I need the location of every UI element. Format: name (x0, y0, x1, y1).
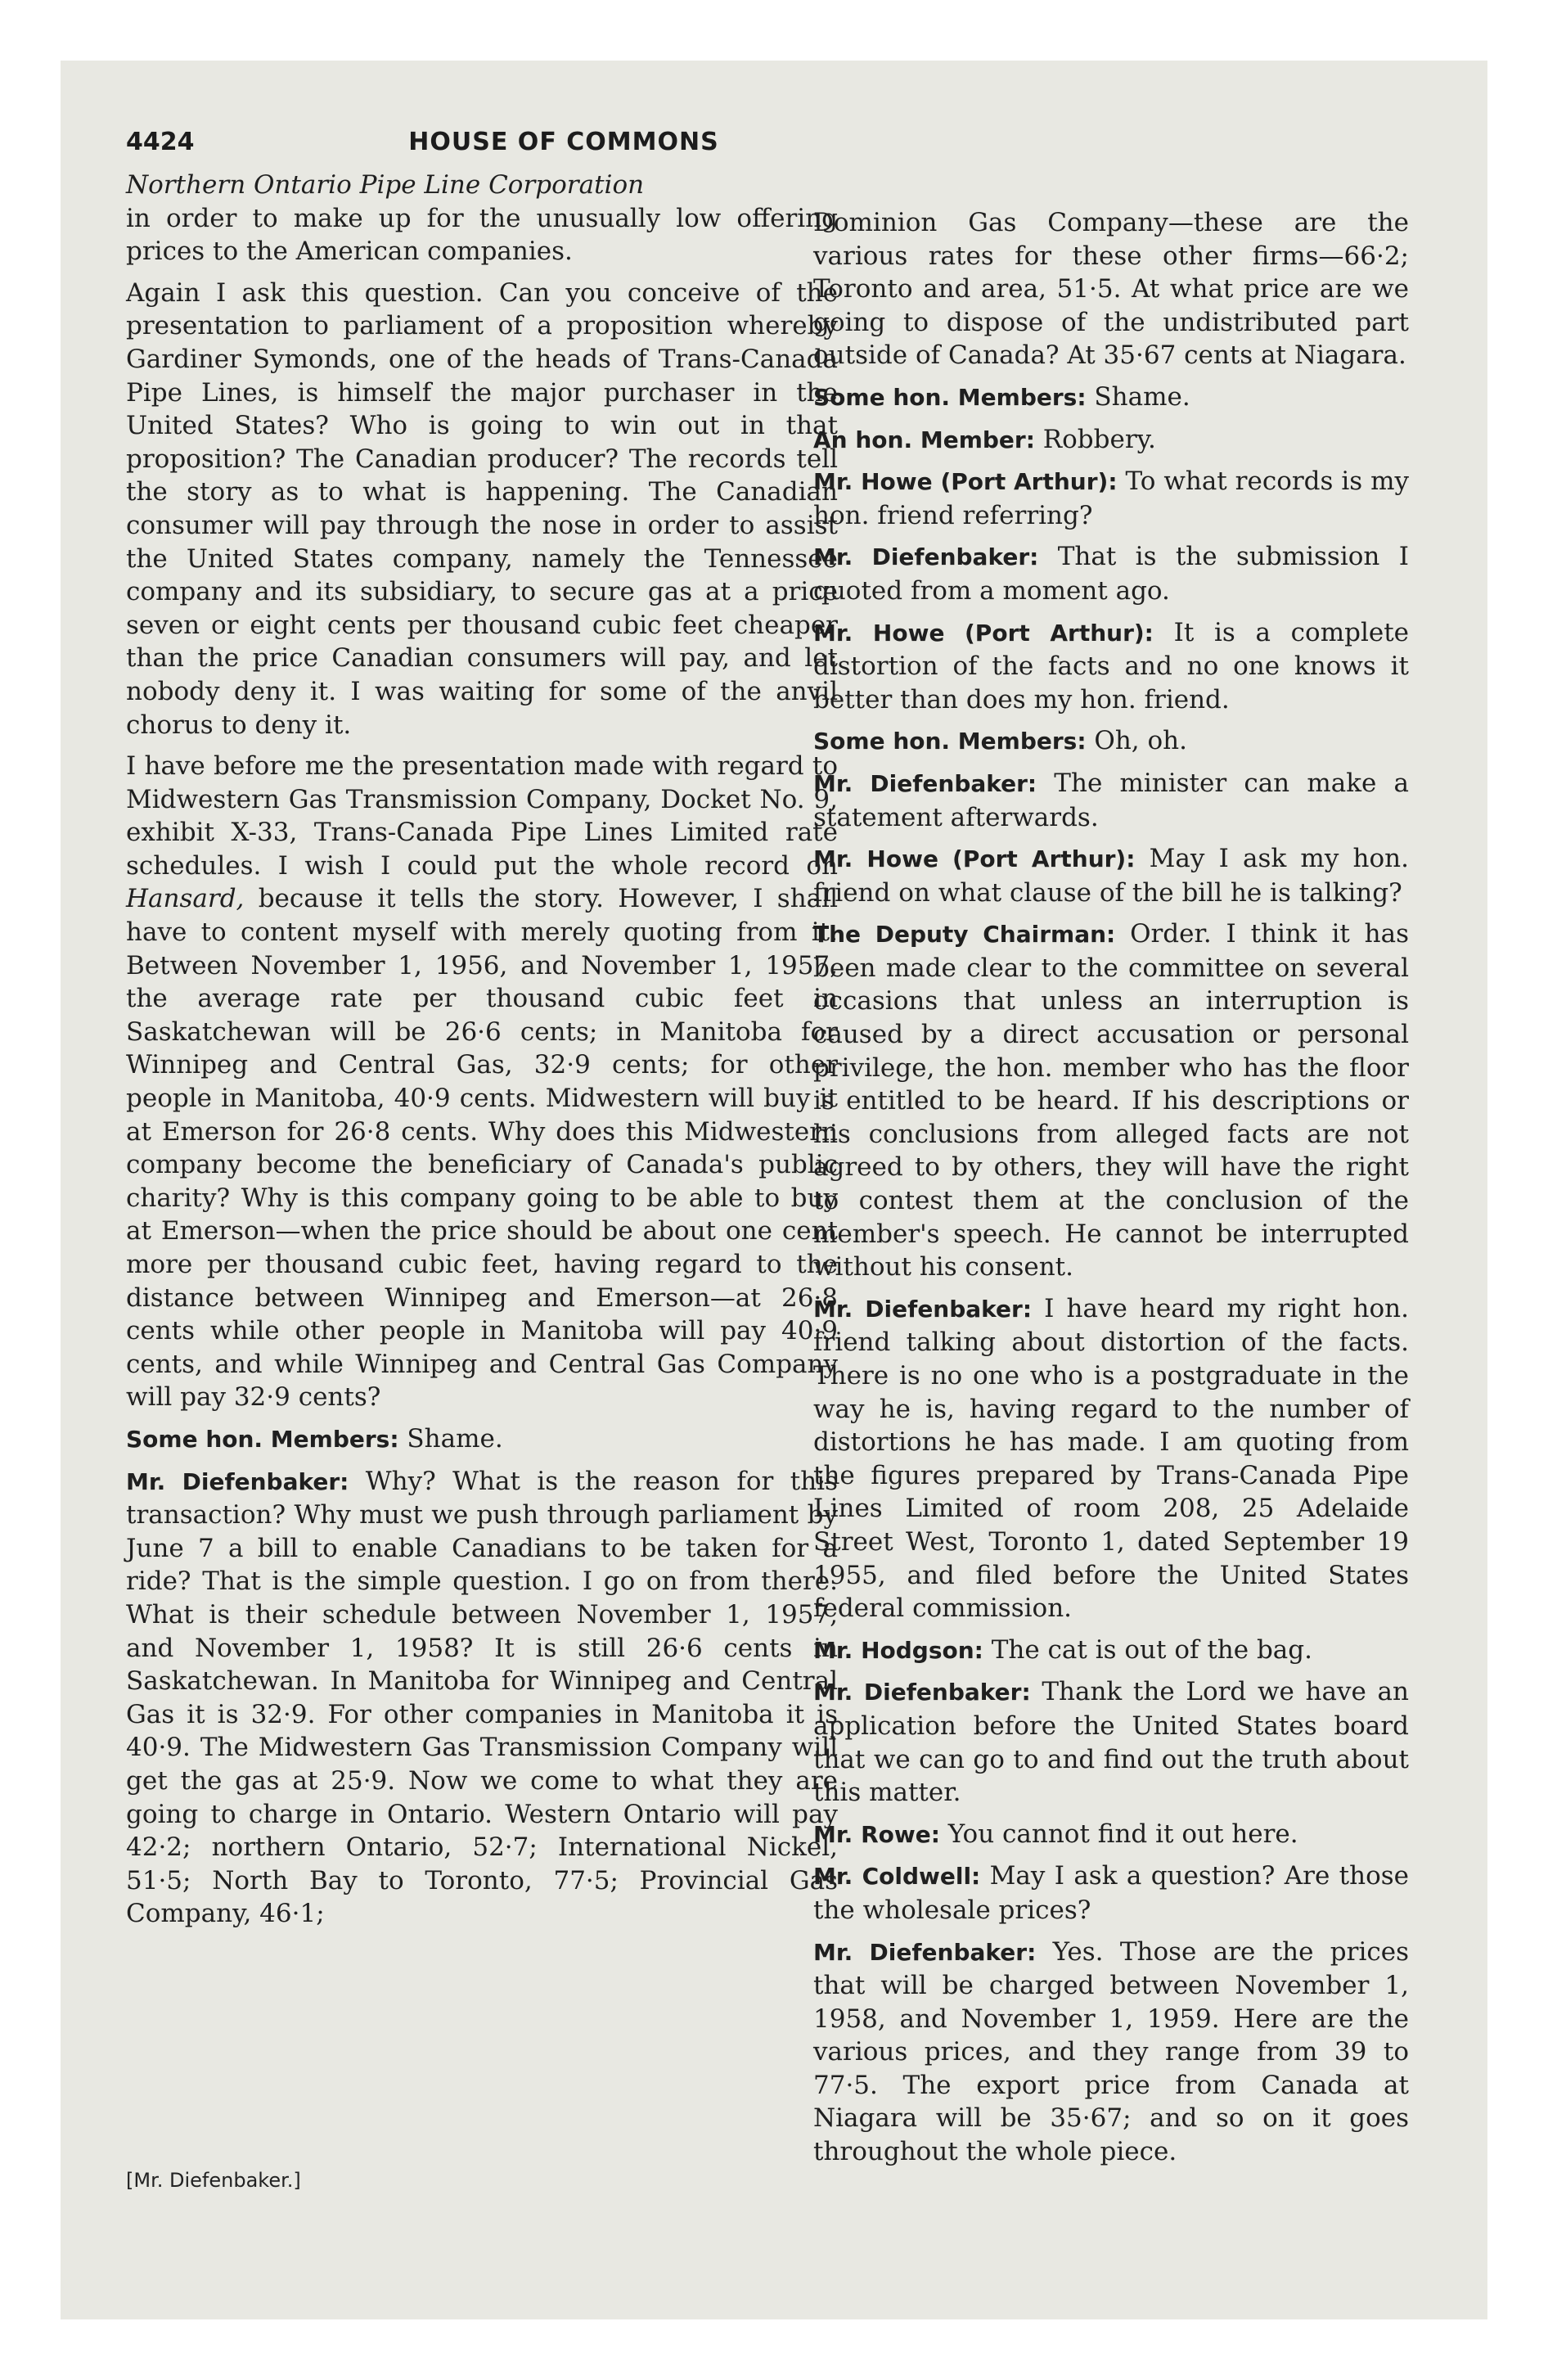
left-column (126, 169, 838, 1931)
paragraph-text: because it tells the story. However, I shall have to content myself with merely quoting from it. Between November 1, 1956, and November 1, 1957, the average rate per thousand cubic feet in Saskatchewan will be 26·6 cents; in Manitoba for Winnipeg and Central Gas, 32·9 cents; for other people in Manitoba, 40·9 cents. Midwestern will buy it at Emerson for 26·8 cents. Why does this Midwestern company become the beneficiary of Canada's public charity? Why is this company going to be able to buy at Emerson—when the price should be about one cent more per thousand cubic feet, having regard to the distance between Winnipeg and Emerson—at 26·8 cents while other people in Manitoba will pay 40·9 cents, and while Winnipeg and Central Gas Company will pay 32·9 cents? (126, 884, 838, 1413)
speaker-name: Mr. Diefenbaker: (813, 543, 1039, 571)
running-title: HOUSE OF COMMONS (408, 128, 719, 156)
speech-text: Thank the Lord we have an application before the United States board that we can go to and find out the truth about this matter. (813, 1677, 1409, 1808)
speech-text: Shame. (407, 1423, 503, 1454)
paragraph-text: I have before me the presentation made with regard to Midwestern Gas Transmission Company, Docket No. 9, exhibit X-33, Trans-Canada Pipe Lines Limited rate schedules. I wish I could put the whole record on (126, 751, 838, 881)
speaker-name: Mr. Diefenbaker: (813, 1295, 1033, 1323)
paragraph: in order to make up for the unusually low offering prices to the American companies. (126, 203, 838, 267)
paragraph (126, 750, 838, 1414)
speech (813, 1292, 1409, 1625)
speech (813, 1675, 1409, 1809)
speech (813, 767, 1409, 834)
speech-text: You cannot find it out here. (947, 1819, 1298, 1849)
speaker-name: The Deputy Chairman: (813, 921, 1116, 949)
speech-text: Yes. Those are the prices that will be charged between November 1, 1958, and November 1, 1959. Here are the various prices, and they range from 39 to 77·5. The export price from Canada at Niagara will be 35·67; and so on it goes throughout the whole piece. (813, 1936, 1409, 2167)
speech (813, 1936, 1409, 2169)
speaker-name: Mr. Howe (Port Arthur): (813, 845, 1136, 873)
subject-heading: Northern Ontario Pipe Line Corporation (126, 170, 645, 200)
speech-text: May I ask my hon. friend on what clause of the bill he is talking? (813, 844, 1410, 908)
speech-text: Why? What is the reason for this transaction? Why must we push through parliament by June 7 a bill to enable Canadians to be taken for a ride? That is the simple question. I go on from there. What is their schedule between November 1, 1957, and November 1, 1958? It is still 26·6 cents in Saskatchewan. In Manitoba for Winnipeg and Central Gas it is 32·9. For other companies in Manitoba it is 40·9. The Midwestern Gas Transmission Company will get the gas at 25·9. Now we come to what they are going to charge in Ontario. Western Ontario will pay 42·2; northern Ontario, 52·7; International Nickel, 51·5; North Bay to Toronto, 77·5; Provincial Gas Company, 46·1; (126, 1466, 838, 1929)
speech-text: It is a complete distortion of the facts and no one knows it better than does my hon. friend. (813, 617, 1410, 714)
speaker-name: Mr. Diefenbaker: (813, 1679, 1031, 1706)
speech-text: The minister can make a statement afterwards. (813, 768, 1409, 832)
speech (813, 1859, 1409, 1927)
speech-text: To what records is my hon. friend referring? (813, 467, 1409, 530)
speech-text: May I ask a question? Are those the wholesale prices? (813, 1861, 1410, 1925)
speech (813, 381, 1409, 415)
page-number: 4424 (126, 128, 195, 156)
speaker-name: Some hon. Members: (126, 1425, 399, 1453)
speaker-name: Mr. Rowe: (813, 1820, 940, 1848)
speaker-footer: [Mr. Diefenbaker.] (126, 2169, 301, 2192)
speech (813, 465, 1409, 532)
speech-text: That is the submission I quoted from a moment ago. (813, 542, 1409, 606)
speaker-name: Mr. Howe (Port Arthur): (813, 619, 1154, 647)
speaker-name: Mr. Diefenbaker: (813, 769, 1037, 797)
speaker-name: Mr. Howe (Port Arthur): (813, 468, 1118, 496)
speaker-name: Some hon. Members: (813, 383, 1087, 411)
speech-text: Order. I think it has been made clear to the committee on several occasions that unless an interruption is caused by a direct accusation or personal privilege, the hon. member who has the floor is entitled to be heard. If his descriptions or his conclusions from alleged facts are not agreed to by others, they will have the right to contest them at the conclusion of the member's speech. He cannot be interrupted without his consent. (813, 919, 1410, 1282)
speech-text: I have heard my right hon. friend talking about distortion of the facts. There is no one who is a postgraduate in the way he is, having regard to the number of distortions he has made. I am quoting from the figures prepared by Trans-Canada Pipe Lines Limited of room 208, 25 Adelaide Street West, Toronto 1, dated September 19 1955, and filed before the United States federal commission. (813, 1293, 1409, 1624)
speech-text: The cat is out of the bag. (991, 1634, 1312, 1665)
speech (813, 423, 1409, 458)
speech (813, 724, 1409, 759)
speech (813, 1818, 1409, 1852)
speaker-name: Mr. Hodgson: (813, 1636, 983, 1664)
speech (126, 1422, 838, 1457)
page-header (126, 128, 1001, 169)
right-column (813, 206, 1409, 2169)
speech (813, 616, 1409, 717)
speaker-name: Mr. Diefenbaker: (813, 1938, 1037, 1966)
speech (813, 917, 1409, 1284)
speaker-name: An hon. Member: (813, 426, 1035, 453)
speech (813, 540, 1409, 607)
speech-text: Robbery. (1042, 424, 1156, 454)
speech-text: Oh, oh. (1094, 726, 1187, 756)
paragraph: Again I ask this question. Can you conceive of the presentation to parliament of a proposition whereby Gardiner Symonds, one of the heads of Trans-Canada Pipe Lines, is himself the major purchaser in the United States? Who is going to win out in that proposition? The Canadian producer? The records tell the story as to what is happening. The Canadian consumer will pay through the nose in order to assist the United States company, namely the Tennessee company and its subsidiary, to secure gas at a price seven or eight cents per thousand cubic feet cheaper than the price Canadian consumers will pay, and let nobody deny it. I was waiting for some of the anvil chorus to deny it. (126, 277, 838, 740)
hansard-italic: Hansard, (126, 884, 245, 914)
speaker-name: Mr. Coldwell: (813, 1863, 981, 1891)
speech (126, 1465, 838, 1931)
speaker-name: Mr. Diefenbaker: (126, 1467, 349, 1495)
page-sheet (61, 61, 1487, 2319)
paragraph: Dominion Gas Company—these are the various rates for these other firms—66·2; Toronto and area, 51·5. At what price are we going to dispose of the undistributed part outside of Canada? At 35·67 cents at Niagara. (813, 208, 1409, 371)
speech (813, 1634, 1409, 1668)
speaker-name: Some hon. Members: (813, 728, 1087, 755)
speech-text: Shame. (1094, 381, 1190, 412)
speech (813, 842, 1409, 909)
